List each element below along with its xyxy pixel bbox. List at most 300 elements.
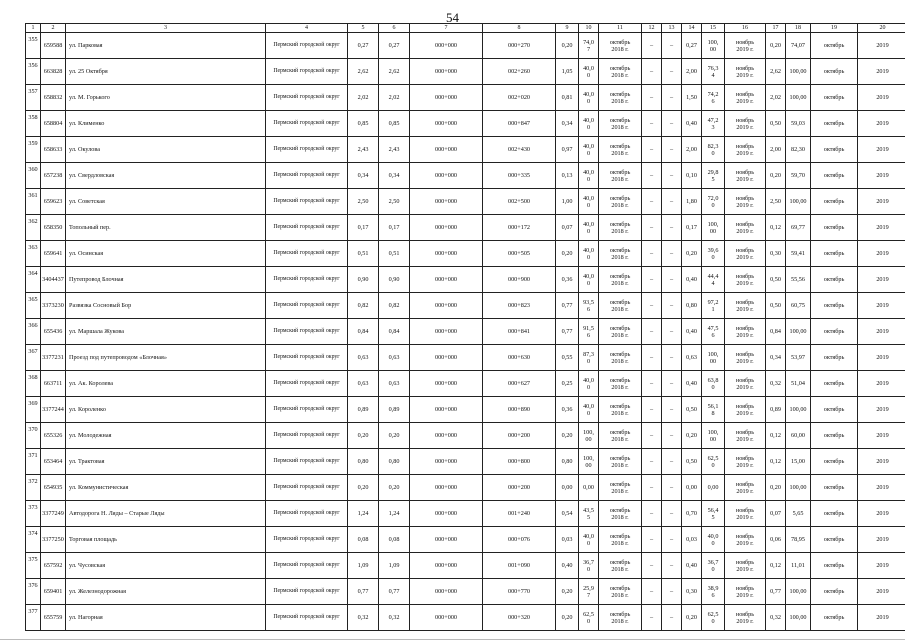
value-17-cell: 0,12 [766,215,786,241]
table-row [26,267,905,293]
value-9-cell: 0,97 [556,137,579,163]
length-section-cell: 0,20 [379,475,410,501]
value-13-cell: – [662,267,682,293]
percent-18-cell: 60,00 [786,423,811,449]
value-17-cell: 0,89 [766,397,786,423]
district-cell: Пермский городской округ [266,371,348,397]
length-total-cell: 1,09 [348,553,379,579]
value-14-cell: 0,10 [682,163,702,189]
value-12-cell: – [642,137,662,163]
percent-18-cell: 100,00 [786,319,811,345]
value-12-cell: – [642,319,662,345]
row-number-cell: 360 [26,163,41,189]
value-12-cell: – [642,111,662,137]
road-name-cell: ул. М. Горького [66,85,266,111]
percent-18-cell: 53,97 [786,345,811,371]
date-11-cell: октябрь 2018 г. [599,137,642,163]
value-14-cell: 0,40 [682,371,702,397]
road-name-cell: ул. Коммунистическая [66,475,266,501]
column-number: 17 [766,24,786,33]
road-name-cell: ул. Парковая [66,33,266,59]
percent-15-cell: 74,2 6 [702,85,725,111]
value-17-cell: 0,32 [766,605,786,631]
district-cell: Пермский городской округ [266,449,348,475]
value-14-cell: 0,03 [682,527,702,553]
value-13-cell: – [662,475,682,501]
value-14-cell: 0,40 [682,267,702,293]
date-11-cell: октябрь 2018 г. [599,215,642,241]
road-id-cell: 659641 [41,241,66,267]
date-11-cell: октябрь 2018 г. [599,319,642,345]
value-9-cell: 0,40 [556,553,579,579]
end-km-cell: 000+900 [483,267,556,293]
length-total-cell: 0,17 [348,215,379,241]
percent-18-cell: 59,41 [786,241,811,267]
district-cell: Пермский городской округ [266,59,348,85]
percent-10-cell: 74,0 7 [579,33,599,59]
road-name-cell: ул. Молодежная [66,423,266,449]
value-12-cell: – [642,163,662,189]
value-14-cell: 0,80 [682,293,702,319]
row-number-cell: 374 [26,527,41,553]
value-13-cell: – [662,501,682,527]
end-km-cell: 000+172 [483,215,556,241]
month-19-cell: октябрь [811,605,858,631]
month-19-cell: октябрь [811,527,858,553]
value-9-cell: 0,20 [556,579,579,605]
value-13-cell: – [662,397,682,423]
column-number: 16 [725,24,766,33]
percent-15-cell: 82,3 0 [702,137,725,163]
length-total-cell: 0,08 [348,527,379,553]
date-11-cell: октябрь 2018 г. [599,189,642,215]
value-9-cell: 0,36 [556,397,579,423]
value-9-cell: 0,13 [556,163,579,189]
year-20-cell: 2019 [858,449,905,475]
percent-15-cell: 100, 00 [702,423,725,449]
road-id-cell: 658804 [41,111,66,137]
date-11-cell: октябрь 2018 г. [599,475,642,501]
date-16-cell: ноябрь 2019 г. [725,345,766,371]
road-name-cell: ул. Осинская [66,241,266,267]
table-row [26,33,905,59]
value-9-cell: 0,34 [556,111,579,137]
date-16-cell: ноябрь 2019 г. [725,241,766,267]
district-cell: Пермский городской округ [266,215,348,241]
value-9-cell: 0,03 [556,527,579,553]
value-17-cell: 0,50 [766,111,786,137]
percent-10-cell: 40,0 0 [579,241,599,267]
value-9-cell: 0,81 [556,85,579,111]
date-16-cell: ноябрь 2019 г. [725,293,766,319]
year-20-cell: 2019 [858,241,905,267]
value-13-cell: – [662,605,682,631]
column-number: 5 [348,24,379,33]
table-row [26,345,905,371]
percent-18-cell: 11,01 [786,553,811,579]
column-number: 18 [786,24,811,33]
value-17-cell: 0,84 [766,319,786,345]
table-row [26,579,905,605]
value-17-cell: 0,12 [766,449,786,475]
road-name-cell: ул. Советская [66,189,266,215]
percent-15-cell: 38,9 6 [702,579,725,605]
length-section-cell: 0,84 [379,319,410,345]
percent-10-cell: 40,0 0 [579,189,599,215]
table-row [26,215,905,241]
percent-15-cell: 76,3 4 [702,59,725,85]
start-km-cell: 000+000 [410,397,483,423]
length-total-cell: 0,63 [348,345,379,371]
value-9-cell: 0,20 [556,33,579,59]
value-13-cell: – [662,293,682,319]
end-km-cell: 002+020 [483,85,556,111]
year-20-cell: 2019 [858,33,905,59]
date-16-cell: ноябрь 2019 г. [725,397,766,423]
value-12-cell: – [642,475,662,501]
length-section-cell: 0,20 [379,423,410,449]
start-km-cell: 000+000 [410,59,483,85]
date-11-cell: октябрь 2018 г. [599,527,642,553]
percent-15-cell: 72,0 0 [702,189,725,215]
column-number: 19 [811,24,858,33]
value-13-cell: – [662,33,682,59]
road-id-cell: 663828 [41,59,66,85]
length-total-cell: 2,43 [348,137,379,163]
table-row [26,111,905,137]
value-13-cell: – [662,111,682,137]
start-km-cell: 000+000 [410,137,483,163]
length-section-cell: 0,90 [379,267,410,293]
value-9-cell: 0,00 [556,475,579,501]
date-16-cell: ноябрь 2019 г. [725,605,766,631]
value-13-cell: – [662,137,682,163]
value-9-cell: 1,05 [556,59,579,85]
percent-10-cell: 91,5 6 [579,319,599,345]
road-id-cell: 3377249 [41,501,66,527]
percent-10-cell: 25,9 7 [579,579,599,605]
length-total-cell: 0,34 [348,163,379,189]
value-14-cell: 0,40 [682,553,702,579]
value-17-cell: 0,50 [766,293,786,319]
date-16-cell: ноябрь 2019 г. [725,163,766,189]
start-km-cell: 000+000 [410,423,483,449]
year-20-cell: 2019 [858,501,905,527]
value-13-cell: – [662,371,682,397]
district-cell: Пермский городской округ [266,33,348,59]
value-12-cell: – [642,449,662,475]
district-cell: Пермский городской округ [266,241,348,267]
year-20-cell: 2019 [858,553,905,579]
row-number-cell: 372 [26,475,41,501]
value-12-cell: – [642,345,662,371]
month-19-cell: октябрь [811,215,858,241]
column-number: 10 [579,24,599,33]
month-19-cell: октябрь [811,423,858,449]
length-total-cell: 0,51 [348,241,379,267]
value-12-cell: – [642,605,662,631]
value-17-cell: 0,77 [766,579,786,605]
table-row [26,163,905,189]
end-km-cell: 000+627 [483,371,556,397]
road-name-cell: Топольный пер. [66,215,266,241]
table-row [26,605,905,631]
month-19-cell: октябрь [811,267,858,293]
year-20-cell: 2019 [858,475,905,501]
date-16-cell: ноябрь 2019 г. [725,319,766,345]
value-12-cell: – [642,59,662,85]
road-id-cell: 655436 [41,319,66,345]
end-km-cell: 000+200 [483,475,556,501]
district-cell: Пермский городской округ [266,163,348,189]
percent-10-cell: 40,0 0 [579,163,599,189]
length-section-cell: 0,82 [379,293,410,319]
length-total-cell: 0,27 [348,33,379,59]
road-name-cell: ул. Нагорная [66,605,266,631]
month-19-cell: октябрь [811,553,858,579]
district-cell: Пермский городской округ [266,501,348,527]
value-9-cell: 0,80 [556,449,579,475]
length-section-cell: 0,85 [379,111,410,137]
percent-18-cell: 69,77 [786,215,811,241]
road-name-cell: ул. 25 Октября [66,59,266,85]
date-11-cell: октябрь 2018 г. [599,345,642,371]
date-16-cell: ноябрь 2019 г. [725,111,766,137]
percent-15-cell: 47,5 6 [702,319,725,345]
row-number-cell: 357 [26,85,41,111]
road-id-cell: 659401 [41,579,66,605]
value-12-cell: – [642,241,662,267]
value-12-cell: – [642,189,662,215]
row-number-cell: 368 [26,371,41,397]
month-19-cell: октябрь [811,241,858,267]
date-11-cell: октябрь 2018 г. [599,553,642,579]
value-17-cell: 2,62 [766,59,786,85]
start-km-cell: 000+000 [410,501,483,527]
percent-10-cell: 40,0 0 [579,267,599,293]
row-number-cell: 365 [26,293,41,319]
start-km-cell: 000+000 [410,579,483,605]
percent-15-cell: 56,4 5 [702,501,725,527]
value-14-cell: 0,27 [682,33,702,59]
table-row [26,501,905,527]
length-total-cell: 0,90 [348,267,379,293]
road-name-cell: ул. Железнодорожная [66,579,266,605]
value-12-cell: – [642,215,662,241]
district-cell: Пермский городской округ [266,137,348,163]
district-cell: Пермский городской округ [266,293,348,319]
value-9-cell: 1,00 [556,189,579,215]
length-section-cell: 2,62 [379,59,410,85]
date-16-cell: ноябрь 2019 г. [725,475,766,501]
month-19-cell: октябрь [811,397,858,423]
end-km-cell: 001+090 [483,553,556,579]
percent-10-cell: 40,0 0 [579,111,599,137]
value-17-cell: 0,20 [766,33,786,59]
percent-10-cell: 40,0 0 [579,59,599,85]
column-number: 20 [858,24,905,33]
percent-18-cell: 100,00 [786,397,811,423]
value-12-cell: – [642,267,662,293]
table-row [26,319,905,345]
end-km-cell: 000+890 [483,397,556,423]
date-11-cell: октябрь 2018 г. [599,33,642,59]
value-17-cell: 0,07 [766,501,786,527]
end-km-cell: 000+800 [483,449,556,475]
year-20-cell: 2019 [858,163,905,189]
value-9-cell: 0,20 [556,423,579,449]
percent-10-cell: 93,5 6 [579,293,599,319]
date-11-cell: октябрь 2018 г. [599,605,642,631]
value-12-cell: – [642,579,662,605]
month-19-cell: октябрь [811,189,858,215]
end-km-cell: 000+770 [483,579,556,605]
value-14-cell: 0,20 [682,423,702,449]
length-total-cell: 0,80 [348,449,379,475]
percent-10-cell: 100, 00 [579,423,599,449]
value-9-cell: 0,55 [556,345,579,371]
value-17-cell: 0,06 [766,527,786,553]
month-19-cell: октябрь [811,579,858,605]
table-row [26,189,905,215]
year-20-cell: 2019 [858,267,905,293]
row-number-cell: 369 [26,397,41,423]
value-17-cell: 2,50 [766,189,786,215]
row-number-cell: 376 [26,579,41,605]
month-19-cell: октябрь [811,475,858,501]
column-number: 12 [642,24,662,33]
district-cell: Пермский городской округ [266,475,348,501]
road-name-cell: ул. Короленко [66,397,266,423]
date-11-cell: октябрь 2018 г. [599,449,642,475]
date-16-cell: ноябрь 2019 г. [725,85,766,111]
percent-15-cell: 100, 00 [702,345,725,371]
table-row [26,293,905,319]
start-km-cell: 000+000 [410,241,483,267]
year-20-cell: 2019 [858,397,905,423]
road-name-cell: Автодорога Н. Ляды – Старые Ляды [66,501,266,527]
length-section-cell: 0,08 [379,527,410,553]
road-name-cell: ул. Трактовая [66,449,266,475]
table-row [26,397,905,423]
length-section-cell: 0,32 [379,605,410,631]
road-name-cell: ул. Маршала Жукова [66,319,266,345]
end-km-cell: 002+500 [483,189,556,215]
length-total-cell: 0,20 [348,475,379,501]
road-id-cell: 3404437 [41,267,66,293]
value-14-cell: 0,63 [682,345,702,371]
road-id-cell: 658633 [41,137,66,163]
column-number: 6 [379,24,410,33]
start-km-cell: 000+000 [410,553,483,579]
value-9-cell: 0,77 [556,293,579,319]
date-16-cell: ноябрь 2019 г. [725,449,766,475]
percent-10-cell: 100, 00 [579,449,599,475]
road-name-cell: ул. Клименко [66,111,266,137]
length-total-cell: 0,85 [348,111,379,137]
value-17-cell: 0,34 [766,345,786,371]
date-11-cell: октябрь 2018 г. [599,241,642,267]
road-id-cell: 655759 [41,605,66,631]
road-name-cell: ул. Окулова [66,137,266,163]
percent-10-cell: 43,5 5 [579,501,599,527]
value-17-cell: 0,32 [766,371,786,397]
year-20-cell: 2019 [858,579,905,605]
road-id-cell: 3373230 [41,293,66,319]
percent-15-cell: 40,0 0 [702,527,725,553]
length-section-cell: 2,43 [379,137,410,163]
length-section-cell: 0,27 [379,33,410,59]
percent-18-cell: 100,00 [786,605,811,631]
value-14-cell: 0,20 [682,241,702,267]
value-14-cell: 0,30 [682,579,702,605]
start-km-cell: 000+000 [410,449,483,475]
start-km-cell: 000+000 [410,267,483,293]
column-number: 3 [66,24,266,33]
start-km-cell: 000+000 [410,371,483,397]
road-id-cell: 3377250 [41,527,66,553]
year-20-cell: 2019 [858,111,905,137]
length-section-cell: 0,89 [379,397,410,423]
row-number-cell: 358 [26,111,41,137]
start-km-cell: 000+000 [410,475,483,501]
date-11-cell: октябрь 2018 г. [599,371,642,397]
district-cell: Пермский городской округ [266,553,348,579]
value-9-cell: 0,54 [556,501,579,527]
start-km-cell: 000+000 [410,345,483,371]
row-number-cell: 363 [26,241,41,267]
value-17-cell: 0,20 [766,475,786,501]
date-11-cell: октябрь 2018 г. [599,397,642,423]
year-20-cell: 2019 [858,293,905,319]
date-16-cell: ноябрь 2019 г. [725,267,766,293]
month-19-cell: октябрь [811,371,858,397]
value-12-cell: – [642,33,662,59]
percent-10-cell: 62,5 0 [579,605,599,631]
percent-15-cell: 62,5 0 [702,605,725,631]
percent-10-cell: 87,3 0 [579,345,599,371]
date-11-cell: октябрь 2018 г. [599,423,642,449]
value-9-cell: 0,77 [556,319,579,345]
road-id-cell: 659588 [41,33,66,59]
month-19-cell: октябрь [811,449,858,475]
value-17-cell: 0,30 [766,241,786,267]
value-9-cell: 0,25 [556,371,579,397]
value-13-cell: – [662,449,682,475]
district-cell: Пермский городской округ [266,319,348,345]
road-id-cell: 653464 [41,449,66,475]
table-row [26,137,905,163]
percent-18-cell: 100,00 [786,475,811,501]
percent-15-cell: 29,8 5 [702,163,725,189]
percent-18-cell: 55,56 [786,267,811,293]
percent-10-cell: 40,0 0 [579,137,599,163]
percent-15-cell: 56,1 8 [702,397,725,423]
length-total-cell: 0,63 [348,371,379,397]
value-17-cell: 2,02 [766,85,786,111]
road-id-cell: 659623 [41,189,66,215]
road-id-cell: 3377244 [41,397,66,423]
percent-10-cell: 36,7 0 [579,553,599,579]
percent-18-cell: 5,65 [786,501,811,527]
value-17-cell: 0,50 [766,267,786,293]
road-id-cell: 654935 [41,475,66,501]
value-14-cell: 0,40 [682,319,702,345]
percent-15-cell: 63,8 0 [702,371,725,397]
road-id-cell: 657238 [41,163,66,189]
percent-18-cell: 100,00 [786,579,811,605]
length-section-cell: 0,17 [379,215,410,241]
